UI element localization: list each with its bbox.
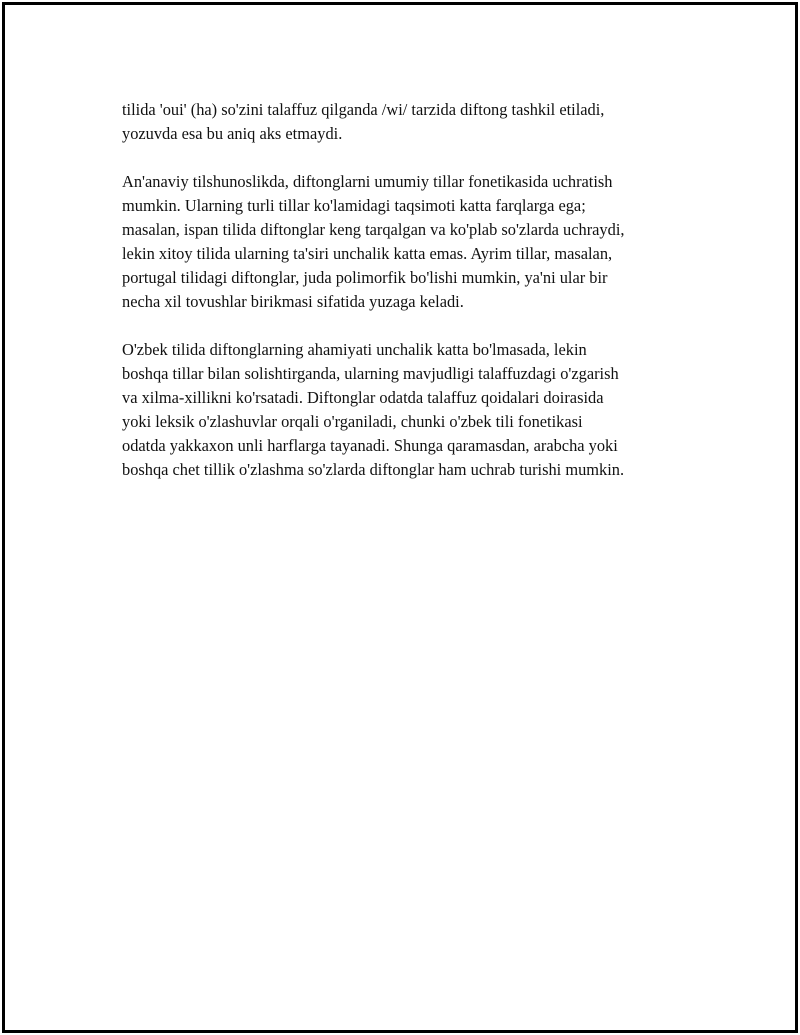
document-body: [122, 98, 712, 506]
page-frame: [2, 2, 798, 1033]
paragraph-2: An'anaviy tilshunoslikda, diftonglarni umumiy tillar fonetikasida uchratish mumkin. Ularning turli tillar ko'lamidagi taqsimoti katta farqlarga ega; masalan, ispan tilida diftonglar keng tarqalgan va ko'plab so'zlarda uchraydi, lekin xitoy tilida ularning ta'siri unchalik katta emas. Ayrim tillar, masalan, portugal tilidagi diftonglar, juda polimorfik bo'lishi mumkin, ya'ni ular bir necha xil tovushlar birikmasi sifatida yuzaga keladi.: [122, 172, 625, 311]
paragraph-3: O'zbek tilida diftonglarning ahamiyati unchalik katta bo'lmasada, lekin boshqa tillar bilan solishtirganda, ularning mavjudligi talaffuzdagi o'zgarish va xilma-xillikni ko'rsatadi. Diftonglar odatda talaffuz qoidalari doirasida yoki leksik o'zlashuvlar orqali o'rganiladi, chunki o'zbek tili fonetikasi odatda yakkaxon unli harflarga tayanadi. Shunga qaramasdan, arabcha yoki boshqa chet tillik o'zlashma so'zlarda diftonglar ham uchrab turishi mumkin.: [122, 340, 625, 479]
paragraph-1: tilida 'oui' (ha) so'zini talaffuz qilganda /wi/ tarzida diftong tashkil etiladi, yozuvda esa bu aniq aks etmaydi.: [122, 100, 605, 143]
